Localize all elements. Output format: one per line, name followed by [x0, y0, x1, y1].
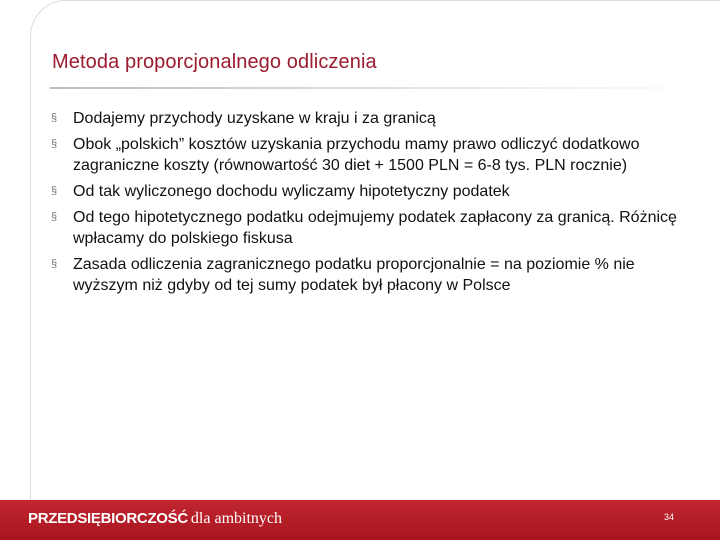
brand-name: PRZEDSIĘBIORCZOŚĆ	[28, 510, 188, 527]
title-divider	[50, 87, 710, 89]
bullet-marker: §	[51, 211, 58, 223]
bullet-text: Od tak wyliczonego dochodu wyliczamy hipotetyczny podatek	[73, 183, 510, 200]
brand-tagline: dla ambitnych	[190, 510, 283, 527]
bullet-text: Od tego hipotetycznego podatku odejmujemy podatek zapłacony za granicą. Różnicę wpłacamy do polskiego fiskusa	[73, 209, 677, 247]
bullet-marker: §	[51, 258, 58, 270]
bullet-item	[50, 254, 700, 296]
bullet-item	[50, 134, 700, 176]
bullet-item	[50, 207, 700, 249]
bullet-marker: §	[51, 138, 58, 150]
bullet-text: Obok „polskich” kosztów uzyskania przychodu mamy prawo odliczyć dodatkowo zagraniczne koszty (równowartość 30 diet + 1500 PLN = 6-8 tys. PLN rocznie)	[73, 136, 640, 174]
bullet-item	[50, 108, 700, 129]
bullet-list	[50, 108, 700, 301]
slide-title: Metoda proporcjonalnego odliczenia	[52, 51, 377, 73]
bullet-marker: §	[51, 185, 58, 197]
footer-bar	[0, 500, 720, 540]
bullet-marker: §	[51, 112, 58, 124]
bullet-item	[50, 181, 700, 202]
page-number: 34	[664, 512, 675, 522]
brand-logo	[28, 510, 282, 528]
bullet-text: Dodajemy przychody uzyskane w kraju i za granicą	[73, 110, 436, 127]
bullet-text: Zasada odliczenia zagranicznego podatku proporcjonalnie = na poziomie % nie wyższym niż gdyby od tej sumy podatek był płacony w Polsce	[73, 256, 635, 294]
